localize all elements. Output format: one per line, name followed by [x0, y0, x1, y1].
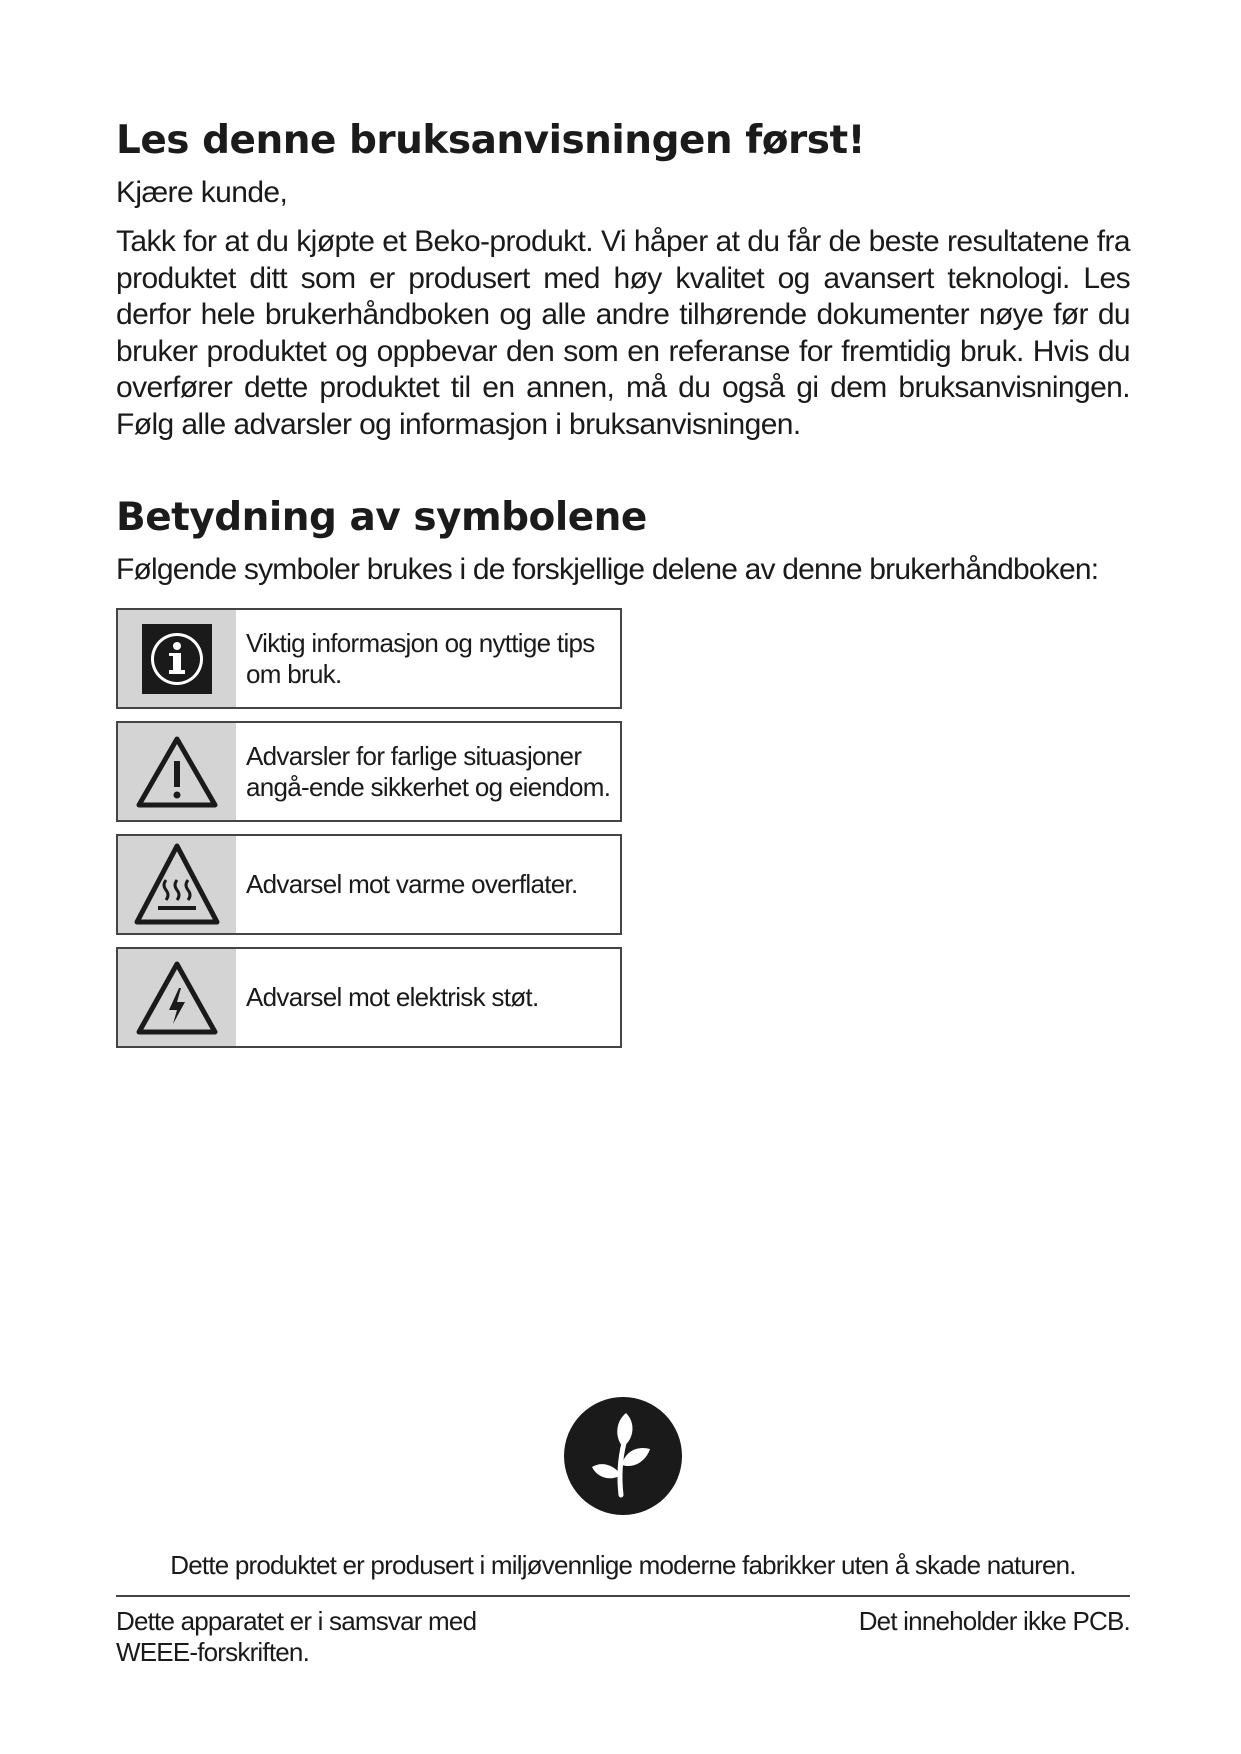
symbol-row-info: [116, 608, 622, 709]
symbol-hot-surface-text: Advarsel mot varme overflater.: [246, 869, 578, 899]
symbol-row-hot-surface: [116, 834, 622, 935]
greeting: Kjære kunde,: [116, 176, 288, 209]
symbol-row-electric: [116, 947, 622, 1048]
warning-icon: [118, 723, 236, 820]
symbol-warning-text: Advarsler for farlige situasjoner angå-ende sikkerhet og eiendom.: [246, 741, 611, 802]
divider: [116, 1595, 1130, 1597]
symbols-heading: Betydning av symbolene: [116, 495, 647, 540]
symbol-info-text: Viktig informasjon og nyttige tips om bruk.: [246, 628, 595, 689]
symbol-row-warning: [116, 721, 622, 822]
main-heading: Les denne bruksanvisningen først!: [116, 118, 865, 163]
electric-shock-icon: [118, 949, 236, 1046]
leaf-icon: [564, 1397, 682, 1520]
environment-note: Dette produktet er produsert i miljøvennlige moderne fabrikker uten å skade naturen.: [170, 1550, 1076, 1580]
info-icon: [118, 610, 236, 707]
symbols-intro: Følgende symboler brukes i de forskjellige delene av denne brukerhåndboken:: [116, 553, 1099, 586]
pcb-note: Det inneholder ikke PCB.: [858, 1606, 1130, 1636]
intro-paragraph: Takk for at du kjøpte et Beko-produkt. Vi håper at du får de beste resultatene fra produktet ditt som er produsert med høy kvalitet og avansert teknologi. Les derfor hele brukerhåndboken og alle andre tilhørende dokumenter nøye før du bruker produktet og oppbevar den som en referanse for fremtidig bruk. Hvis du overfører dette produktet til en annen, må du også gi dem bruksanvisningen. Følg alle advarsler og informasjon i bruksanvisningen.: [116, 225, 1130, 441]
symbols-table: [116, 608, 622, 1060]
symbol-electric-text: Advarsel mot elektrisk støt.: [246, 982, 539, 1012]
hot-surface-icon: [118, 836, 236, 933]
weee-note: Dette apparatet er i samsvar med WEEE-forskriften.: [116, 1606, 477, 1667]
